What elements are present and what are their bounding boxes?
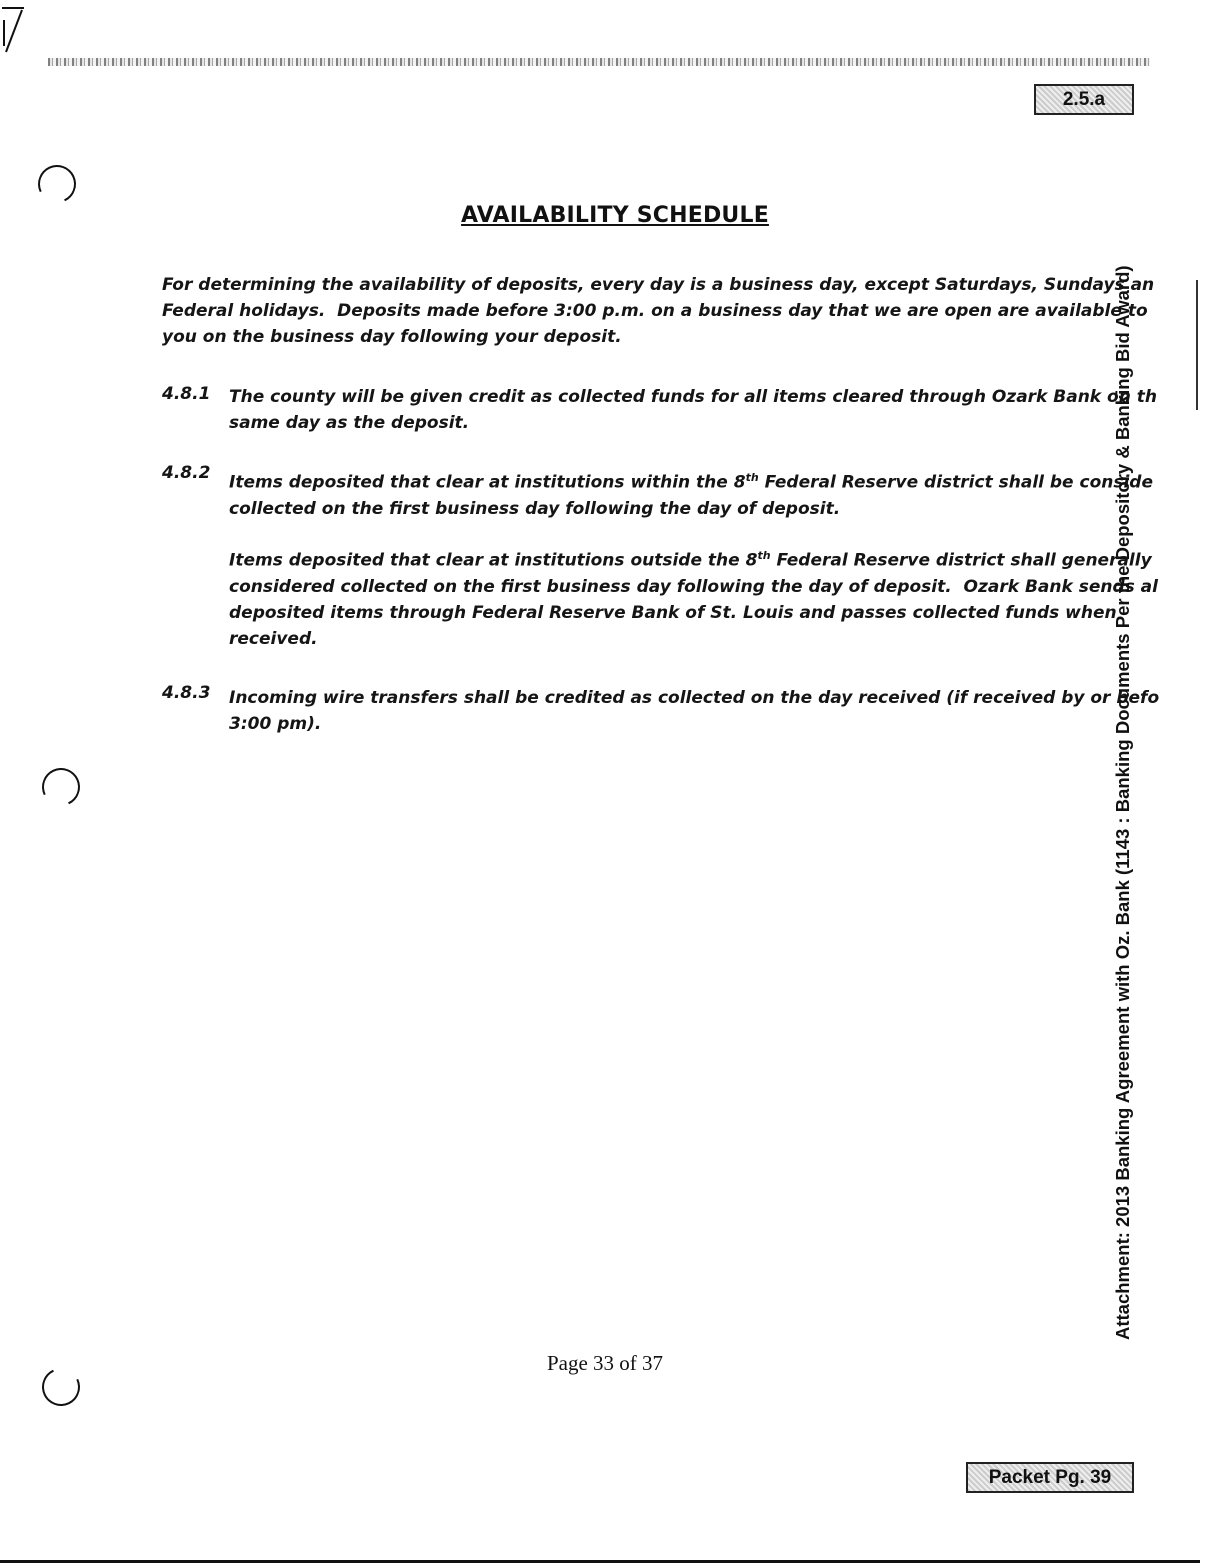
- section-text: Incoming wire transfers shall be credited as collected on the day received (if received by or befo 3:00 pm).: [229, 688, 1160, 734]
- page-title: AVAILABILITY SCHEDULE: [461, 203, 769, 228]
- scan-edge-line: [1196, 280, 1198, 410]
- intro-paragraph: For determining the availability of deposits, every day is a business day, except Saturdays, Sundays an Federal holidays. Deposits made before 3:00 p.m. on a business day that we are open are available to you on the business day following your deposit.: [162, 275, 1155, 347]
- attachment-sidebar-label: Attachment: 2013 Banking Agreement with Oz. Bank (1143 : Banking Documents Per the Depository & Banking Bid Award): [1112, 265, 1133, 1340]
- punch-hole-icon: [37, 763, 86, 812]
- section-number: 4.8.3: [162, 683, 211, 703]
- page-number: Page 33 of 37: [546, 1351, 664, 1375]
- agenda-item-tag: 2.5.a: [1034, 84, 1134, 115]
- document-body: [0, 0, 1160, 760]
- section-text: Items deposited that clear at institutions within the 8th Federal Reserve district shall be conside collected on the first business day following the day of deposit.: [229, 471, 1154, 519]
- page-bottom-edge: [0, 1560, 1200, 1563]
- section-number: 4.8.1: [162, 384, 211, 404]
- section-text: The county will be given credit as collected funds for all items cleared through Ozark Bank on th same day as the deposit.: [229, 387, 1157, 433]
- section-text-continued: Items deposited that clear at institutions outside the 8th Federal Reserve district shall generally considered collected on the first business day following the day of deposit. Ozark Bank sends al deposited items through Federal Reserve Bank of St. Louis and passes collected funds when received.: [229, 549, 1158, 649]
- section-number: 4.8.2: [162, 463, 211, 483]
- packet-page-tag: Packet Pg. 39: [966, 1462, 1134, 1493]
